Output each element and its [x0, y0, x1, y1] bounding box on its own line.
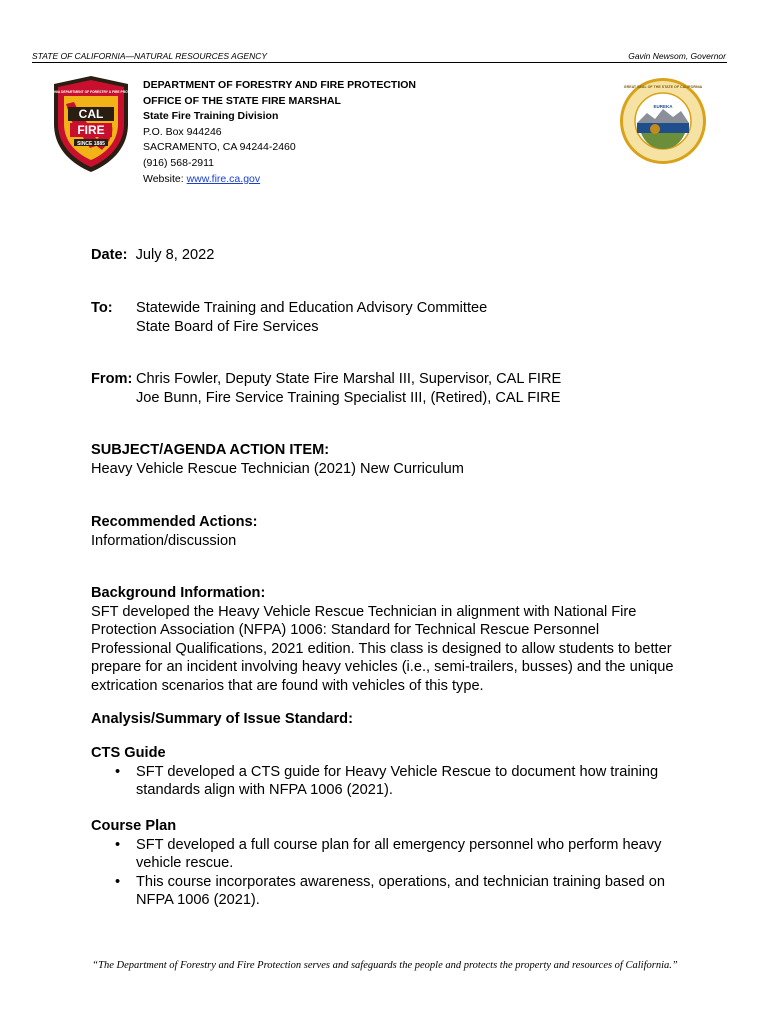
website-line [143, 172, 416, 188]
date-value: July 8, 2022 [135, 247, 215, 263]
website-link[interactable]: www.fire.ca.gov [186, 172, 261, 185]
city-line: SACRAMENTO, CA 94244-2460 [143, 141, 296, 154]
logo-cal-text: CAL [78, 107, 104, 121]
list-item [91, 873, 665, 910]
date-row [91, 246, 214, 265]
subject-value: Heavy Vehicle Rescue Technician (2021) New Curriculum [91, 460, 464, 477]
list-item-line: NFPA 1006 (2021). [136, 892, 260, 908]
phone-line: (916) 568-2911 [143, 156, 215, 169]
logo-arc-text: CALIFORNIA DEPARTMENT OF FORESTRY & FIRE PROTECTION [39, 90, 143, 94]
date-label: Date: [91, 247, 128, 263]
header-rule [32, 62, 727, 63]
from-senders [136, 370, 561, 407]
background-line: Protection Association (NFPA) 1006: Standard for Technical Rescue Personnel [91, 622, 600, 638]
list-item-line: • SFT developed a CTS guide for Heavy Vehicle Rescue to document how training [136, 763, 659, 780]
cts-list [91, 763, 658, 800]
course-section [91, 817, 665, 910]
office-name: OFFICE OF THE STATE FIRE MARSHAL [143, 94, 341, 107]
to-recipients [136, 299, 487, 336]
background-line: Professional Qualifications, 2021 edition. This class is designed to allow students to better [91, 640, 672, 657]
background-label: Background Information: [91, 585, 266, 601]
agency-line: STATE OF CALIFORNIA—NATURAL RESOURCES AGENCY [32, 51, 268, 61]
list-item [91, 836, 665, 873]
dept-name: DEPARTMENT OF FORESTRY AND FIRE PROTECTION [143, 79, 417, 91]
po-box: P.O. Box 944246 [143, 125, 222, 138]
seal-motto: EUREKA [653, 104, 673, 109]
course-list [91, 836, 665, 910]
to-line-1: Statewide Training and Education Advisory Committee [136, 300, 488, 316]
background-line: prepare for an incident involving heavy vehicles (i.e., semi-trailers, busses) and the unique [91, 659, 674, 675]
logo-fire-text: FIRE [77, 123, 105, 137]
california-seal-icon [619, 77, 707, 165]
cts-section [91, 744, 658, 800]
background-section [91, 584, 673, 695]
cal-fire-shield-icon [39, 74, 143, 174]
list-item-line: • This course incorporates awareness, operations, and technician training based on [136, 873, 665, 890]
list-item-line: • SFT developed a full course plan for all emergency personnel who perform heavy [136, 836, 662, 853]
list-item-line: vehicle rescue. [136, 855, 234, 871]
cal-fire-logo [39, 74, 143, 174]
list-item [91, 763, 658, 800]
background-line: extrication scenarios that are found with vehicles of this type. [91, 677, 484, 694]
from-line-1: Chris Fowler, Deputy State Fire Marshal III, Supervisor, CAL FIRE [136, 371, 562, 387]
to-label: To: [91, 300, 113, 316]
logo-since-text: SINCE 1885 [77, 140, 105, 147]
background-line: SFT developed the Heavy Vehicle Rescue Technician in alignment with National Fire [91, 603, 637, 620]
analysis-label: Analysis/Summary of Issue Standard: [91, 711, 353, 727]
list-item-line: standards align with NFPA 1006 (2021). [136, 782, 393, 798]
to-line-2: State Board of Fire Services [136, 318, 319, 335]
division-name: State Fire Training Division [143, 110, 279, 123]
org-address-block [143, 78, 416, 187]
subject-label: SUBJECT/AGENDA ACTION ITEM: [91, 442, 330, 458]
from-label: From: [91, 371, 133, 387]
recommended-section [91, 513, 258, 550]
from-line-2: Joe Bunn, Fire Service Training Specialist III, (Retired), CAL FIRE [136, 389, 561, 406]
governor-line: Gavin Newsom, Governor [628, 51, 726, 61]
subject-section [91, 441, 464, 478]
seal-ring-text: GREAT SEAL OF THE STATE OF CALIFORNIA [623, 85, 703, 89]
footer-mission-statement: “The Department of Forestry and Fire Protection serves and safeguards the people and protects the property and resources of California.” [92, 960, 678, 971]
website-label: Website: [143, 172, 184, 185]
recommended-label: Recommended Actions: [91, 514, 258, 530]
recommended-value: Information/discussion [91, 532, 237, 549]
course-label: Course Plan [91, 818, 177, 834]
state-seal [619, 77, 707, 165]
cts-label: CTS Guide [91, 745, 166, 761]
